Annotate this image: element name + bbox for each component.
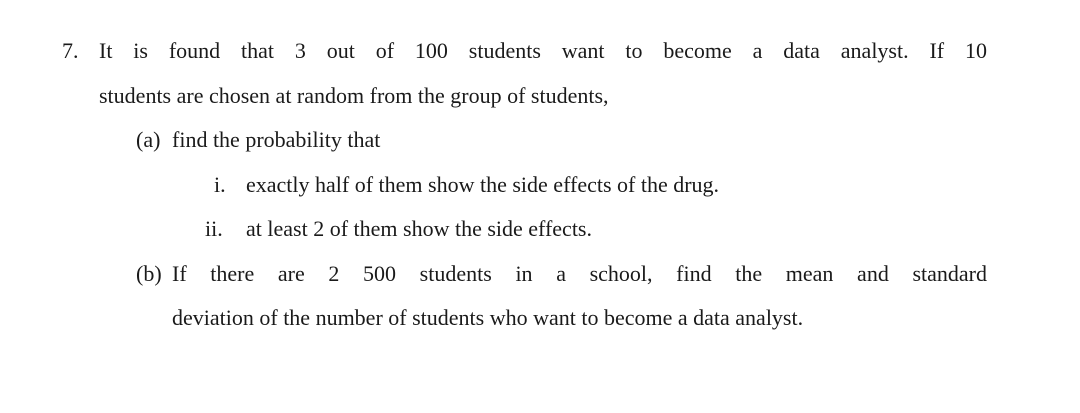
part-b-line-2: deviation of the number of students who want to become a data analyst. xyxy=(172,305,804,330)
part-a-label: (a) xyxy=(136,127,161,152)
part-b-line-1: If there are 2 500 students in a school, find the mean and standard xyxy=(172,261,987,286)
part-a-item-ii-label: ii. xyxy=(205,216,223,241)
question-stem-line-2: students are chosen at random from the group of students, xyxy=(99,83,609,108)
part-a-item-ii-text: at least 2 of them show the side effects. xyxy=(246,216,592,241)
part-a-item-i-label: i. xyxy=(214,172,226,197)
part-a-text: find the probability that xyxy=(172,127,381,152)
part-b-label: (b) xyxy=(136,261,162,286)
part-a-item-i-text: exactly half of them show the side effects of the drug. xyxy=(246,172,720,197)
question-number: 7. xyxy=(62,38,79,63)
question-stem-line-1: It is found that 3 out of 100 students want to become a data analyst. If 10 xyxy=(99,38,987,63)
